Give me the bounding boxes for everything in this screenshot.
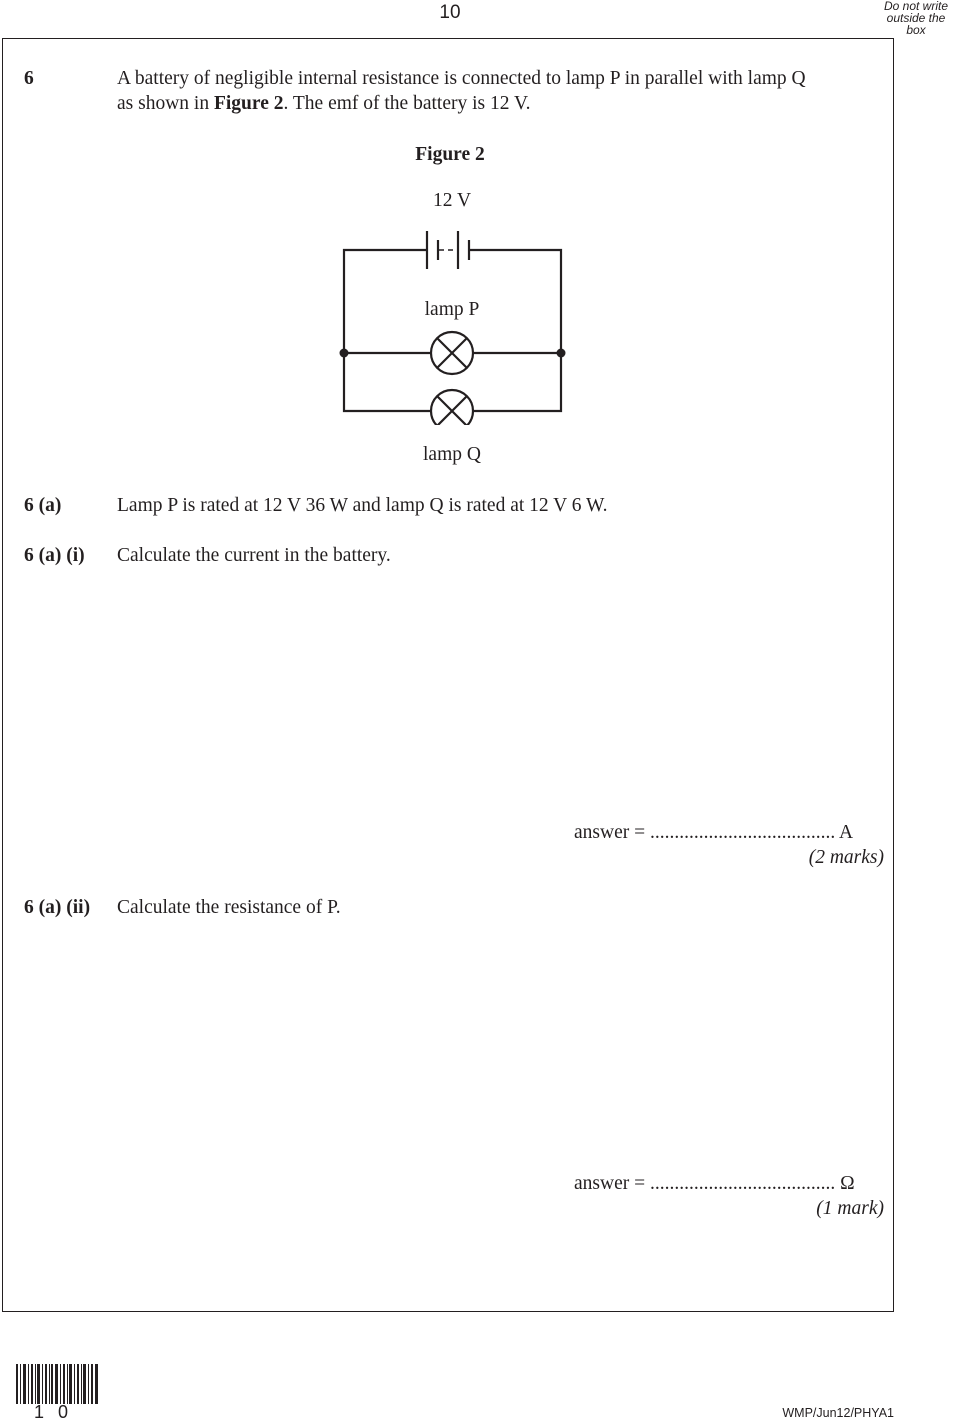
answer-line[interactable]: ...................................... [649, 822, 836, 843]
question-intro [117, 66, 897, 116]
footer-code: WMP/Jun12/PHYA1 [782, 1406, 894, 1420]
junction-left [340, 349, 349, 358]
wire-lamp-q-left [344, 353, 431, 411]
question-intro-line-2 [117, 91, 897, 116]
part-a-ii-marks: (1 mark) [816, 1198, 884, 1219]
part-a-ii-text: Calculate the resistance of P. [117, 897, 341, 918]
barcode-image [16, 1364, 98, 1404]
page-number: 10 [439, 2, 461, 23]
part-a-ii-answer [574, 1171, 855, 1196]
part-a-i-marks: (2 marks) [808, 847, 884, 868]
lamp-q-symbol [431, 390, 473, 425]
margin-note [876, 0, 956, 36]
figure-reference: Figure 2 [213, 93, 284, 114]
margin-note-line-2: outside the [886, 11, 946, 25]
intro-line-2-post: . The emf of the battery is 12 V. [283, 93, 531, 114]
lamp-q-label: lamp Q [423, 444, 481, 465]
part-a-ii-number: 6 (a) (ii) [24, 897, 91, 918]
question-intro-line-1: A battery of negligible internal resistance is connected to lamp P in parallel with lamp Q [117, 68, 806, 89]
margin-note-line-1: Do not write [883, 0, 949, 13]
figure-title: Figure 2 [415, 144, 485, 165]
part-a-i-answer [574, 820, 853, 845]
lamp-p-label: lamp P [424, 299, 480, 320]
answer-unit: A [835, 822, 854, 843]
part-a-text: Lamp P is rated at 12 V 36 W and lamp Q is rated at 12 V 6 W. [117, 495, 608, 516]
barcode-text: 10 [34, 1402, 83, 1422]
junction-right [557, 349, 566, 358]
wire-top-right [469, 250, 561, 353]
answer-line[interactable]: ...................................... [649, 1173, 836, 1194]
part-a-i-number: 6 (a) (i) [24, 545, 85, 566]
answer-label: answer = [574, 822, 650, 843]
intro-line-2-pre: as shown in [117, 93, 214, 114]
answer-label: answer = [574, 1173, 650, 1194]
part-a-number: 6 (a) [24, 495, 62, 516]
question-number: 6 [24, 68, 34, 89]
answer-unit: Ω [835, 1173, 855, 1194]
wire-lamp-q-right [473, 353, 561, 411]
battery-label: 12 V [432, 190, 472, 211]
part-a-i-text: Calculate the current in the battery. [117, 545, 391, 566]
circuit-diagram [330, 225, 580, 425]
margin-note-line-3: box [906, 23, 926, 37]
wire-top-left [344, 250, 427, 353]
